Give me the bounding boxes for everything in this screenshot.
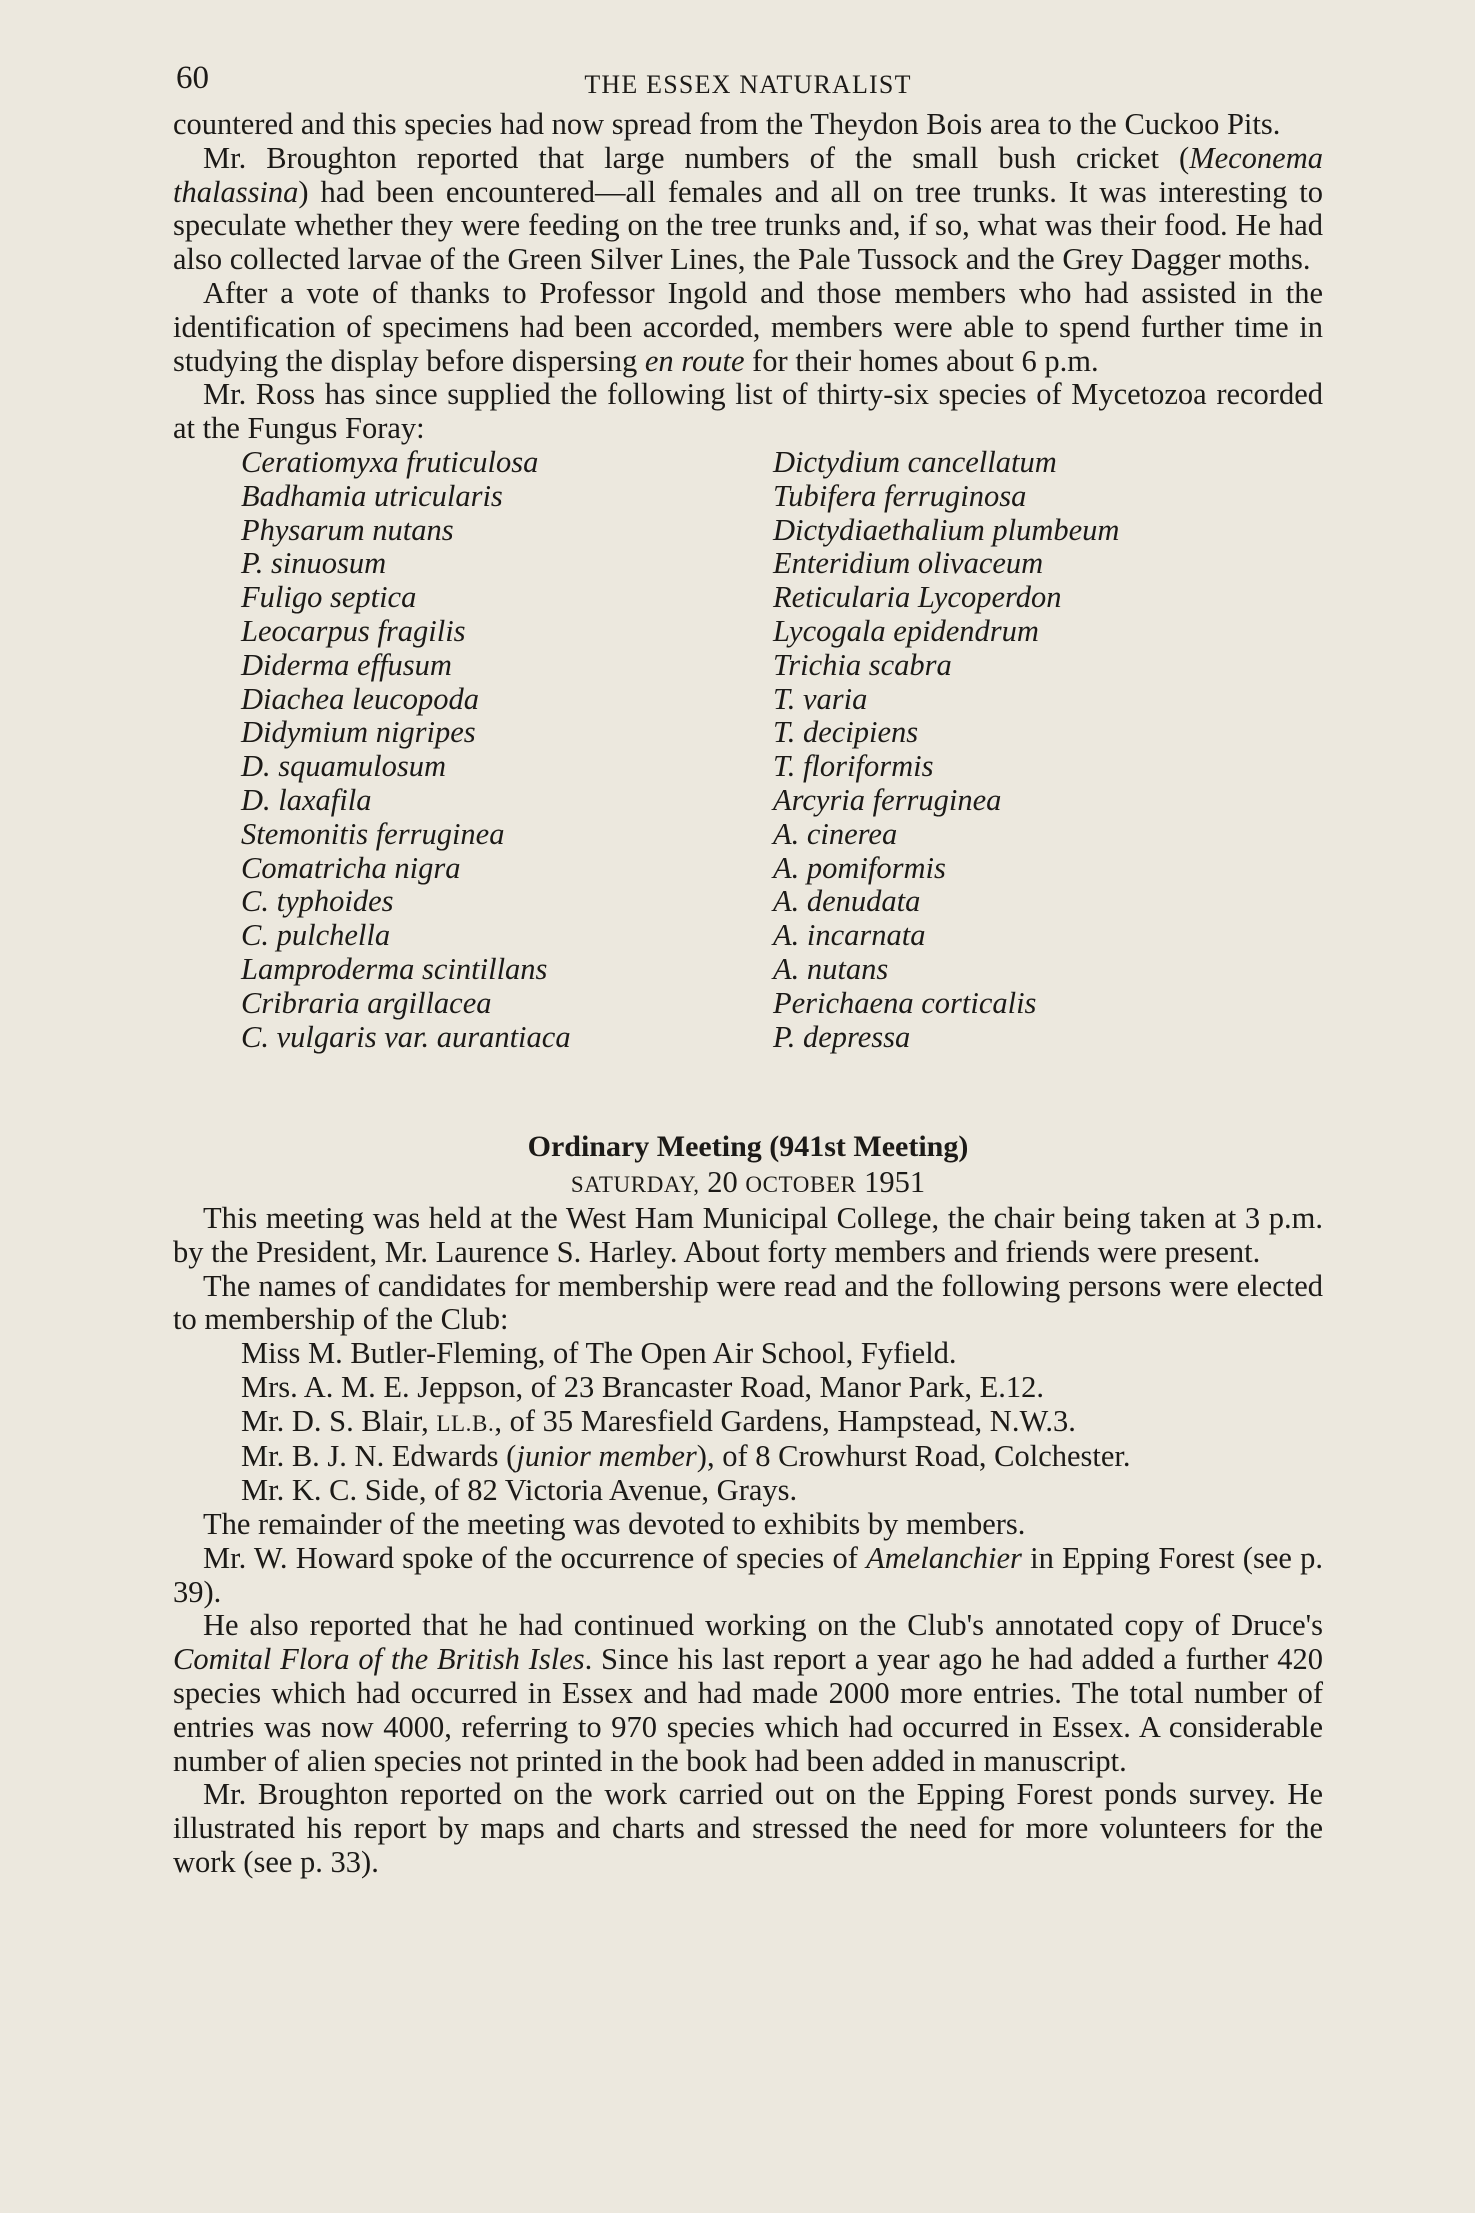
member-entry [241, 1405, 1323, 1441]
mycetozoa-species-list [173, 446, 1323, 1054]
vote-of-thanks-paragraph [173, 277, 1323, 378]
meeting-month: OCTOBER [745, 1172, 857, 1198]
member-entry [241, 1440, 1323, 1474]
page-number: 60 [176, 60, 209, 96]
species-item: A. nutans [773, 951, 889, 986]
species-item: Reticularia Lycoperdon [773, 580, 1062, 615]
continued-paragraph: countered and this species had now spread from the Theydon Bois area to the Cuckoo Pits. [173, 107, 1281, 141]
species-item: Arcyria ferruginea [773, 782, 1002, 817]
cricket-text-pre: Mr. Broughton reported that large numbers of the small bush cricket ( [203, 140, 1190, 175]
species-item: T. varia [773, 681, 868, 716]
species-item: T. floriformis [773, 749, 934, 784]
species-item: Dictydium cancellatum [773, 444, 1057, 479]
flora-text-pre: He also reported that he had continued working on the Club's annotated copy of Druce's [203, 1608, 1323, 1643]
species-item: C. typhoides [241, 884, 394, 919]
running-head [173, 62, 1323, 108]
flora-text-post: . Since his last report a year ago he had added a further 420 species which had occurred in Essex and had made 2000 more entries. The total number of entries was now 4000, referring to 970 species which had occurred in Essex. A considerable number of alien species not printed in the book had been added in manuscript. [173, 1642, 1323, 1778]
species-item: D. laxafila [241, 782, 372, 817]
species-item: Diderma effusum [241, 647, 452, 682]
species-item: A. pomiformis [773, 850, 946, 885]
species-item: Comatricha nigra [241, 850, 461, 885]
vote-text-pre: After a vote of thanks to Professor Ingold and those members who had assisted in the identification of specimens had been accorded, members were able to spend further time in studying the display before dispersing [173, 275, 1323, 378]
species-item: Perichaena corticalis [773, 985, 1037, 1020]
journal-title: THE ESSEX NATURALIST [584, 70, 912, 99]
new-members-list [173, 1337, 1323, 1508]
species-item: P. depressa [773, 1019, 911, 1054]
species-item: Diachea leucopoda [241, 681, 479, 716]
howard-amelanchier-paragraph [173, 1542, 1323, 1610]
species-item: Lamproderma scintillans [241, 951, 548, 986]
species-item: P. sinuosum [241, 546, 387, 581]
species-item: Enteridium olivaceum [773, 546, 1044, 581]
species-item: C. vulgaris var. aurantiaca [241, 1019, 571, 1054]
species-item: Badhamia utricularis [241, 478, 503, 513]
member-entry: Mr. K. C. Side, of 82 Victoria Avenue, Grays. [241, 1473, 798, 1508]
species-column-right [773, 446, 1323, 1054]
species-item: Fuligo septica [241, 580, 417, 615]
howard-text-post: in Epping Forest (see p. 39). [173, 1540, 1323, 1609]
member-name: Mr. D. S. Blair, [241, 1403, 437, 1438]
member-status: junior member [516, 1439, 697, 1474]
species-item: Lycogala epidendrum [773, 613, 1039, 648]
species-item: Dictydiaethalium plumbeum [773, 512, 1120, 547]
cricket-text-post: ) had been encountered—all females and all on tree trunks. It was interesting to speculate whether they were feeding on the tree trunks and, if so, what was their food. He had also collected larvae of the Green Silver Lines, the Pale Tussock and the Grey Dagger moths. [173, 174, 1323, 277]
species-item: T. decipiens [773, 715, 919, 750]
member-entry: Miss M. Butler-Fleming, of The Open Air School, Fyfield. [241, 1336, 957, 1371]
remainder-paragraph: The remainder of the meeting was devoted to exhibits by members. [203, 1507, 1026, 1542]
species-item: Didymium nigripes [241, 715, 476, 750]
species-item: Tubifera ferruginosa [773, 478, 1027, 513]
howard-genus: Amelanchier [866, 1540, 1022, 1575]
howard-text-pre: Mr. W. Howard spoke of the occurrence of species of [203, 1540, 867, 1575]
member-name: Mr. B. J. N. Edwards ( [241, 1439, 517, 1474]
species-item: Leocarpus fragilis [241, 613, 466, 648]
meeting-intro-paragraph: This meeting was held at the West Ham Municipal College, the chair being taken at 3 p.m. by the President, Mr. Laurence S. Harley. About forty members and friends were present. [173, 1200, 1323, 1269]
cricket-species-name: Meconema thalassina [173, 140, 1323, 209]
member-entry: Mrs. A. M. E. Jeppson, of 23 Brancaster Road, Manor Park, E.12. [241, 1369, 1045, 1404]
species-item: C. pulchella [241, 918, 391, 953]
meeting-date-number: 20 [707, 1165, 738, 1200]
howard-flora-paragraph [173, 1609, 1323, 1778]
candidates-paragraph: The names of candidates for membership were read and the following persons were elected to membership of the Club: [173, 1268, 1323, 1337]
species-item: Ceratiomyxa fruticulosa [241, 444, 539, 479]
species-item: Physarum nutans [241, 512, 454, 547]
vote-text-post: for their homes about 6 p.m. [744, 343, 1099, 378]
flora-book-title: Comital Flora of the British Isles [173, 1642, 585, 1677]
species-item: Trichia scabra [773, 647, 952, 682]
meeting-day: SATURDAY, [570, 1172, 700, 1198]
cricket-paragraph [173, 142, 1323, 277]
meeting-heading: Ordinary Meeting (941st Meeting) [527, 1130, 969, 1164]
ross-intro-paragraph: Mr. Ross has since supplied the following list of thirty-six species of Mycetozoa recorded at the Fungus Foray: [173, 377, 1323, 446]
meeting-year: 1951 [864, 1165, 926, 1200]
species-item: Stemonitis ferruginea [241, 816, 505, 851]
species-item: D. squamulosum [241, 749, 447, 784]
species-item: A. cinerea [773, 816, 898, 851]
ponds-survey-paragraph: Mr. Broughton reported on the work carried out on the Epping Forest ponds survey. He illustrated his report by maps and charts and stressed the need for more volunteers for the work (see p. 33). [173, 1777, 1323, 1880]
vote-italic: en route [644, 343, 745, 378]
text-block [173, 62, 1323, 1880]
member-address: , of 35 Maresfield Gardens, Hampstead, N.W.3. [494, 1403, 1076, 1438]
species-item: A. incarnata [773, 918, 926, 953]
member-degree: LL.B. [436, 1410, 495, 1436]
meeting-date [173, 1166, 1323, 1202]
member-address: ), of 8 Crowhurst Road, Colchester. [696, 1439, 1131, 1474]
species-item: Cribraria argillacea [241, 985, 492, 1020]
species-item: A. denudata [773, 884, 921, 919]
species-column-left [173, 446, 773, 1054]
